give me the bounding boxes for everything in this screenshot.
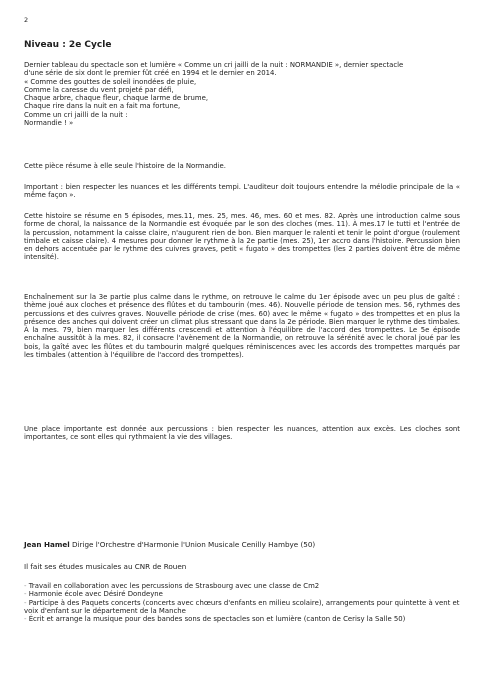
intro-line: Comme la caresse du vent projeté par défi, <box>24 85 174 94</box>
intro-line: Normandie ! » <box>24 119 74 128</box>
intro-line: Comme un cri jailli de la nuit : <box>24 110 128 119</box>
intro-line: d'une série de six dont le premier fût créé en 1994 et le dernier en 2014. <box>24 69 277 78</box>
level-heading: Niveau : 2e Cycle <box>24 40 112 50</box>
page-number: 2 <box>24 16 29 24</box>
intro-block <box>24 61 460 127</box>
dash-icon: - <box>24 598 29 607</box>
author-line <box>24 540 460 549</box>
list-item: - Travail en collaboration avec les percussions de Strasbourg avec une classe de Cm2 <box>24 582 320 590</box>
structure-paragraph-2: Enchaînement sur la 3e partie plus calme dans le rythme, on retrouve le calme du 1er épisode avec un peu plus de gaîté : thème joué aux cloches et présence des flûtes et du tambourin (mes. 46). Nouvelle période de tension mes. 56, rythmes des percussions et des cuivres graves. Nouvelle période de crise (mes. 60) avec le même « fugato » des trompettes et en plus la présence des anches qui doivent créer un climat plus stressant que dans la 2e période. Bien marquer le rythme des timbales. À la mes. 79, bien marquer les différents crescendi et attention à l'équilibre de l'accord des trompettes. Le 5e épisode enchaîne aussitôt à la mes. 82, il consacre l'avènement de la Normandie, on retrouve la sérénité avec le choral joué par les bois, la gaîté avec les flûtes et du tambourin malgré quelques réminiscences avec les accords des trompettes marqués par les timbales (attention à l'équilibre de l'accord des trompettes). <box>24 293 460 360</box>
intro-line: Chaque rire dans la nuit en a fait ma fortune, <box>24 102 181 111</box>
list-item: - Harmonie école avec Désiré Dondeyne <box>24 590 163 599</box>
experience-list <box>24 582 460 623</box>
important-paragraph: Important : bien respecter les nuances et les différents tempi. L'auditeur doit toujours entendre la mélodie principale de la « même façon ». <box>24 183 460 200</box>
dash-icon: - <box>24 582 29 590</box>
percussion-paragraph: Une place importante est donnée aux percussions : bien respecter les nuances, attention aux excès. Les cloches sont importantes, ce sont elles qui rythmaient la vie des villages. <box>24 425 460 442</box>
intro-line: Dernier tableau du spectacle son et lumière « Comme un cri jailli de la nuit : NORMANDIE », dernier spectacle <box>24 61 404 69</box>
summary-paragraph: Cette pièce résume à elle seule l'histoire de la Normandie. <box>24 162 226 170</box>
studies-line: Il fait ses études musicales au CNR de Rouen <box>24 562 187 571</box>
author-name: Jean Hamel <box>24 540 70 549</box>
structure-paragraph-1: Cette histoire se résume en 5 épisodes, mes.11, mes. 25, mes. 46, mes. 60 et mes. 82. Après une introduction calme sous forme de choral, la naissance de la Normandie est évoquée par le son des cloches (mes. 11). À mes.17 le tutti et l'entrée de la percussion, notamment la caisse claire, n'augurent rien de bon. Bien marquer le ralenti et tenir le point d'orgue (roulement timbale et caisse claire). 4 mesures pour donner le rythme à la 2e partie (mes. 25), 1er accro dans l'histoire. Percussion bien en dehors accentuée par le rythme des cuivres graves, petit « fugato » des trompettes (les 2 parties doivent être de même intensité). <box>24 212 460 262</box>
dash-icon: - <box>24 590 29 599</box>
dash-icon: - <box>24 615 29 624</box>
list-item: - Participe à des Paquets concerts (concerts avec chœurs d'enfants en milieu scolaire), arrangements pour quintette à vent et voix d'enfant sur le département de la Manche <box>24 598 460 615</box>
list-item: - Écrit et arrange la musique pour des bandes sons de spectacles son et lumière (canton de Cerisy la Salle 50) <box>24 615 406 624</box>
intro-line: Chaque arbre, chaque fleur, chaque larme de brume, <box>24 94 209 103</box>
intro-line: « Comme des gouttes de soleil inondées de pluie, <box>24 77 197 86</box>
author-role: Dirige l'Orchestre d'Harmonie l'Union Musicale Cenilly Hambye (50) <box>72 540 316 549</box>
